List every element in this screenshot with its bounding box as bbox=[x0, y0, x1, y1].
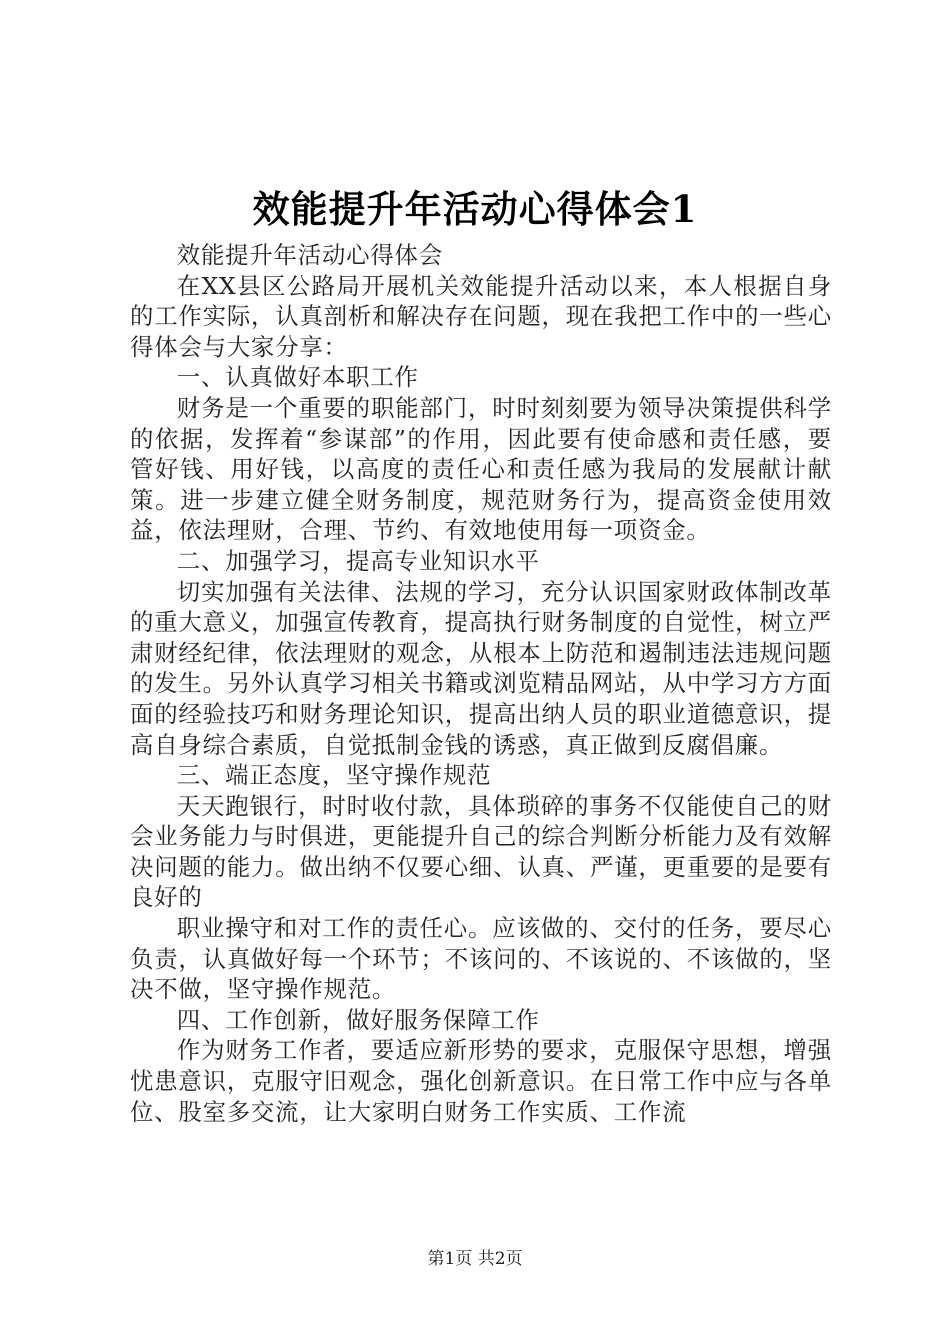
section-heading: 三、端正态度，坚守操作规范 bbox=[176, 761, 492, 790]
document-body bbox=[130, 240, 832, 1127]
paragraph: 作为财务工作者，要适应新形势的要求，克服保守思想，增强忧患意识，克服守旧观念，强化创新意识。在日常工作中应与各单位、股室多交流，让大家明白财务工作实质、工作流 bbox=[130, 1036, 832, 1126]
document-title: 效能提升年活动心得体会1 bbox=[252, 187, 698, 231]
paragraph: 天天跑银行，时时收付款，具体琐碎的事务不仅能使自己的财会业务能力与时俱进，更能提升自己的综合判断分析能力及有效解决问题的能力。做出纳不仅要心细、认真、严谨，更重要的是要有良好的 bbox=[130, 791, 832, 912]
page-footer: 第1页 共2页 bbox=[427, 1249, 523, 1269]
section-heading: 四、工作创新，做好服务保障工作 bbox=[176, 1005, 540, 1034]
paragraph: 财务是一个重要的职能部门，时时刻刻要为领导决策提供科学的依据，发挥着“参谋部”的作用，因此要有使命感和责任感，要管好钱、用好钱，以高度的责任心和责任感为我局的发展献计献策。进一步建立健全财务制度，规范财务行为，提高资金使用效益，依法理财，合理、节约、有效地使用每一项资金。 bbox=[130, 393, 832, 545]
paragraph: 切实加强有关法律、法规的学习，充分认识国家财政体制改革的重大意义，加强宣传教育，提高执行财务制度的自觉性，树立严肃财经纪律，依法理财的观念，从根本上防范和遏制违法违规问题的发生。另外认真学习相关书籍或浏览精品网站，从中学习方方面面的经验技巧和财务理论知识，提高出纳人员的职业道德意识，提高自身综合素质，自觉抵制金钱的诱惑，真正做到反腐倡廉。 bbox=[130, 577, 832, 759]
paragraph: 效能提升年活动心得体会 bbox=[176, 241, 443, 269]
paragraph: 在XX县区公路局开展机关效能提升活动以来，本人根据自身的工作实际，认真剖析和解决存在问题，现在我把工作中的一些心得体会与大家分享： bbox=[130, 271, 832, 361]
section-heading: 二、加强学习，提高专业知识水平 bbox=[176, 546, 540, 575]
section-heading: 一、认真做好本职工作 bbox=[176, 363, 419, 392]
paragraph: 职业操守和对工作的责任心。应该做的、交付的任务，要尽心负责，认真做好每一个环节；不该问的、不该说的、不该做的，坚决不做，坚守操作规范。 bbox=[130, 914, 832, 1004]
